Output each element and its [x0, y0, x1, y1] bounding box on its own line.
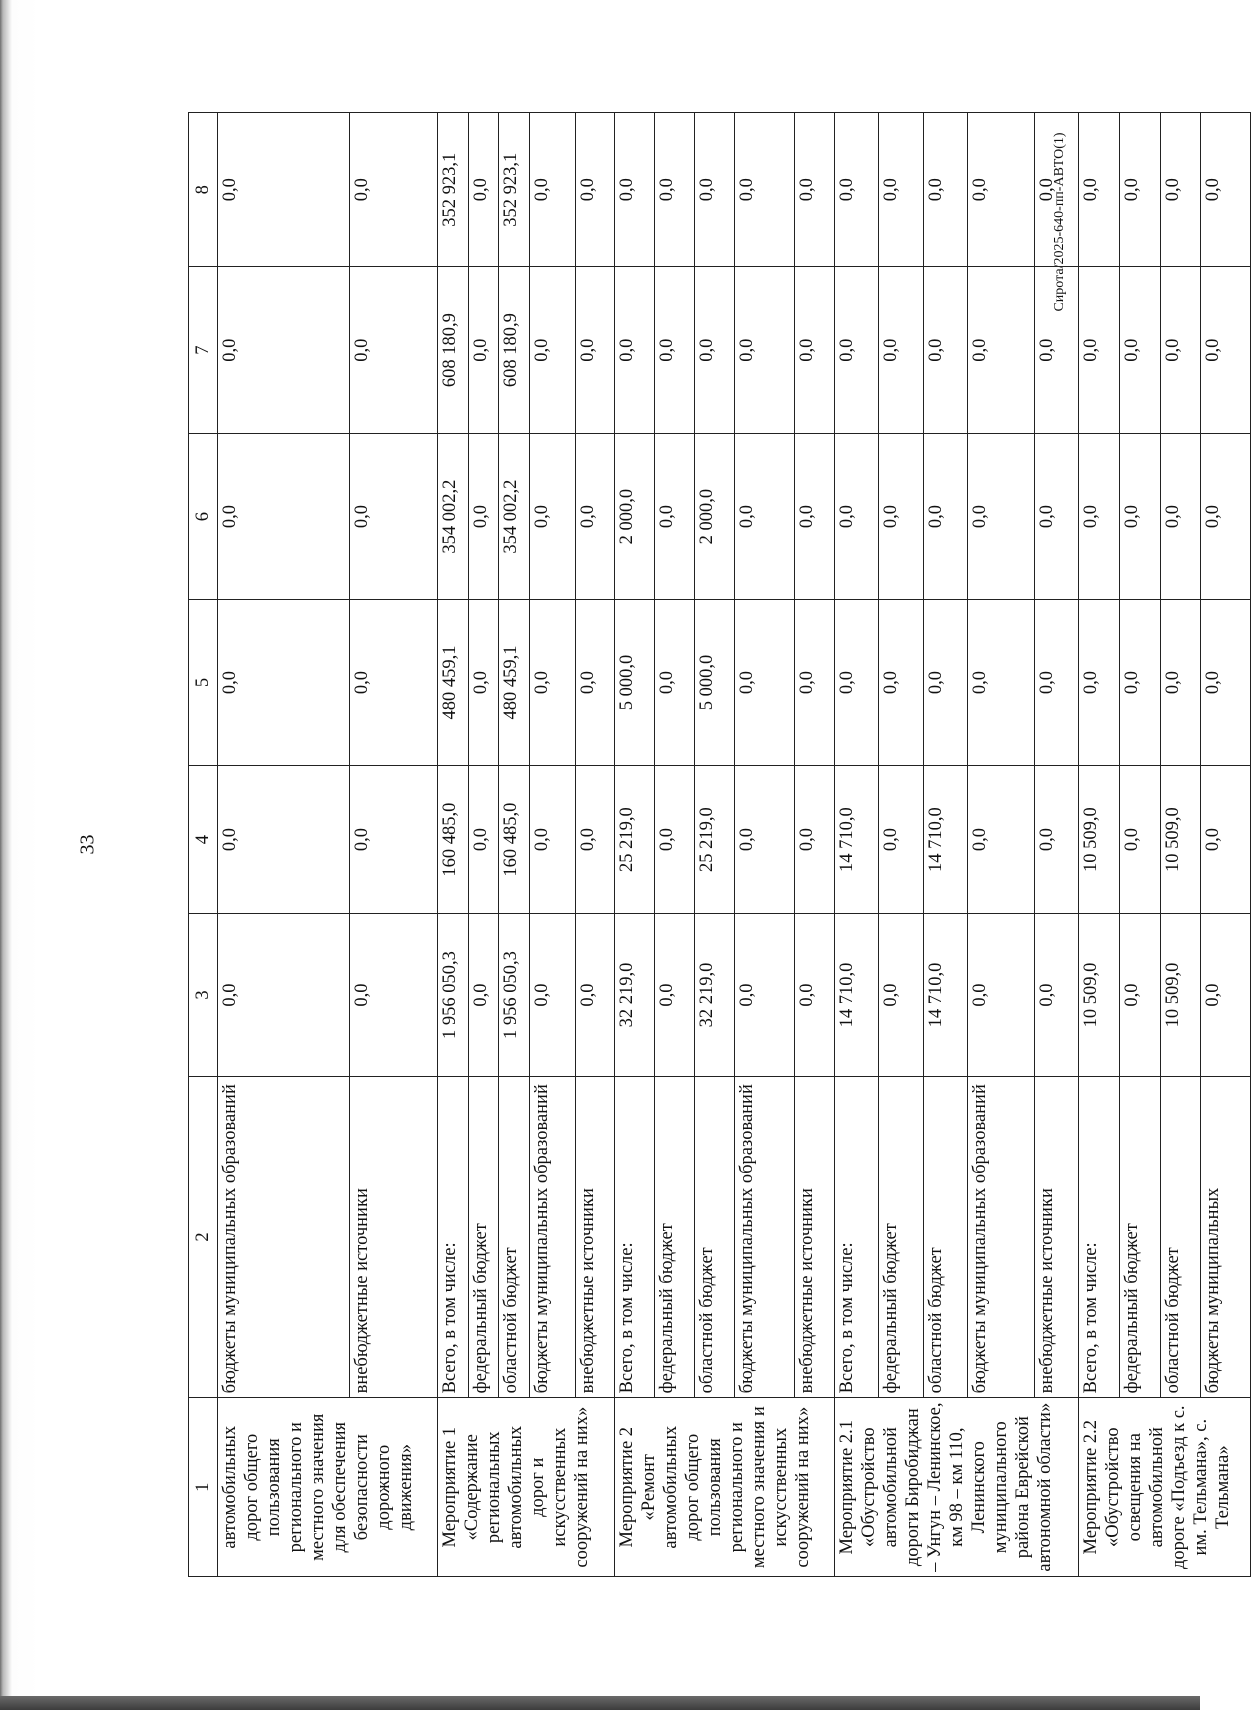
table-row — [1160, 113, 1201, 1577]
amount-cell: 0,0 — [835, 600, 879, 765]
amount-cell: 0,0 — [468, 765, 499, 914]
amount-cell: 160 485,0 — [437, 765, 468, 914]
amount-cell: 0,0 — [529, 267, 575, 433]
measure-title-cell: автомобильных дорог общего пользования регионального и местного значения для обеспечения безопасности дорожного движения» — [218, 1398, 438, 1577]
table-row — [1034, 113, 1078, 1577]
rotated-table-container — [188, 112, 1251, 1577]
amount-cell: 0,0 — [835, 433, 879, 599]
amount-cell: 354 002,2 — [499, 433, 530, 599]
amount-cell: 0,0 — [349, 113, 437, 267]
amount-cell: 0,0 — [968, 433, 1035, 599]
column-header: 1 — [189, 1398, 218, 1577]
amount-cell: 0,0 — [218, 433, 350, 599]
funding-source-cell: Всего, в том числе: — [1079, 1076, 1120, 1398]
table-row — [437, 113, 468, 1577]
amount-cell: 0,0 — [1034, 765, 1078, 914]
amount-cell: 0,0 — [879, 765, 923, 914]
amount-cell: 0,0 — [795, 433, 835, 599]
amount-cell: 0,0 — [349, 765, 437, 914]
amount-cell: 0,0 — [655, 113, 695, 267]
amount-cell: 0,0 — [1034, 600, 1078, 765]
amount-cell: 0,0 — [655, 433, 695, 599]
amount-cell: 0,0 — [735, 433, 795, 599]
table-row — [923, 113, 967, 1577]
amount-cell: 25 219,0 — [695, 765, 735, 914]
amount-cell: 0,0 — [529, 433, 575, 599]
amount-cell: 0,0 — [1201, 600, 1251, 765]
amount-cell: 0,0 — [655, 914, 695, 1076]
table-row — [1201, 113, 1251, 1577]
amount-cell: 0,0 — [529, 914, 575, 1076]
amount-cell: 14 710,0 — [835, 914, 879, 1076]
amount-cell: 1 956 050,3 — [437, 914, 468, 1076]
amount-cell: 0,0 — [349, 914, 437, 1076]
amount-cell: 0,0 — [529, 765, 575, 914]
amount-cell: 480 459,1 — [499, 600, 530, 765]
amount-cell: 10 509,0 — [1079, 765, 1120, 914]
amount-cell: 0,0 — [468, 914, 499, 1076]
amount-cell: 0,0 — [218, 600, 350, 765]
funding-source-cell: Всего, в том числе: — [835, 1076, 879, 1398]
amount-cell: 0,0 — [879, 113, 923, 267]
amount-cell: 608 180,9 — [437, 267, 468, 433]
amount-cell: 0,0 — [923, 113, 967, 267]
amount-cell: 0,0 — [923, 267, 967, 433]
amount-cell: 0,0 — [695, 267, 735, 433]
amount-cell: 0,0 — [349, 267, 437, 433]
amount-cell: 0,0 — [575, 267, 614, 433]
amount-cell: 0,0 — [615, 113, 655, 267]
amount-cell: 0,0 — [1119, 113, 1160, 267]
amount-cell: 0,0 — [349, 600, 437, 765]
column-header: 3 — [189, 914, 218, 1076]
funding-source-cell: федеральный бюджет — [468, 1076, 499, 1398]
amount-cell: 0,0 — [735, 267, 795, 433]
table-row — [879, 113, 923, 1577]
amount-cell: 5 000,0 — [695, 600, 735, 765]
amount-cell: 0,0 — [1079, 113, 1120, 267]
amount-cell: 0,0 — [218, 765, 350, 914]
amount-cell: 0,0 — [795, 267, 835, 433]
table-row — [1079, 113, 1120, 1577]
amount-cell: 0,0 — [615, 267, 655, 433]
amount-cell: 0,0 — [575, 600, 614, 765]
amount-cell: 352 923,1 — [499, 113, 530, 267]
amount-cell: 32 219,0 — [615, 914, 655, 1076]
column-header: 2 — [189, 1076, 218, 1398]
funding-source-cell: внебюджетные источники — [1034, 1076, 1078, 1398]
amount-cell: 0,0 — [695, 113, 735, 267]
amount-cell: 0,0 — [1201, 267, 1251, 433]
amount-cell: 0,0 — [349, 433, 437, 599]
funding-source-cell: внебюджетные источники — [349, 1076, 437, 1398]
amount-cell: 0,0 — [1160, 433, 1201, 599]
amount-cell: 0,0 — [1201, 433, 1251, 599]
funding-source-cell: бюджеты муниципальных образований — [529, 1076, 575, 1398]
amount-cell: 0,0 — [735, 914, 795, 1076]
amount-cell: 0,0 — [1160, 267, 1201, 433]
amount-cell: 0,0 — [1119, 914, 1160, 1076]
funding-source-cell: Всего, в том числе: — [437, 1076, 468, 1398]
amount-cell: 0,0 — [1034, 267, 1078, 433]
amount-cell: 0,0 — [879, 267, 923, 433]
amount-cell: 10 509,0 — [1079, 914, 1120, 1076]
amount-cell: 0,0 — [1201, 765, 1251, 914]
amount-cell: 608 180,9 — [499, 267, 530, 433]
amount-cell: 0,0 — [1034, 113, 1078, 267]
table-row — [735, 113, 795, 1577]
page-number: 33 — [76, 834, 99, 855]
amount-cell: 0,0 — [735, 600, 795, 765]
amount-cell: 0,0 — [735, 113, 795, 267]
amount-cell: 0,0 — [1160, 113, 1201, 267]
amount-cell: 0,0 — [835, 113, 879, 267]
table-row — [349, 113, 437, 1577]
column-header: 7 — [189, 267, 218, 433]
funding-source-cell: областной бюджет — [923, 1076, 967, 1398]
measure-title-cell: Мероприятие 2.2 «Обустройство освещения на автомобильной дороге «Подъезд к с. им. Тельмана», с. Тельмана» — [1079, 1398, 1251, 1577]
funding-source-cell: бюджеты муниципальных образований — [218, 1076, 350, 1398]
table-row — [499, 113, 530, 1577]
amount-cell: 0,0 — [1119, 600, 1160, 765]
amount-cell: 0,0 — [1079, 433, 1120, 599]
funding-source-cell: федеральный бюджет — [655, 1076, 695, 1398]
amount-cell: 2 000,0 — [615, 433, 655, 599]
funding-source-cell: бюджеты муниципальных — [1201, 1076, 1251, 1398]
column-header: 6 — [189, 433, 218, 599]
table-row — [468, 113, 499, 1577]
amount-cell: 0,0 — [218, 267, 350, 433]
amount-cell: 0,0 — [655, 600, 695, 765]
funding-source-cell: областной бюджет — [1160, 1076, 1201, 1398]
funding-source-cell: внебюджетные источники — [795, 1076, 835, 1398]
amount-cell: 0,0 — [529, 113, 575, 267]
amount-cell: 0,0 — [1119, 267, 1160, 433]
measure-title-cell: Мероприятие 2 «Ремонт автомобильных дорог общего пользования регионального и местного значения и искусственных сооружений на них» — [615, 1398, 835, 1577]
amount-cell: 0,0 — [735, 765, 795, 914]
amount-cell: 0,0 — [1119, 765, 1160, 914]
amount-cell: 354 002,2 — [437, 433, 468, 599]
amount-cell: 0,0 — [218, 113, 350, 267]
amount-cell: 0,0 — [1079, 267, 1120, 433]
amount-cell: 1 956 050,3 — [499, 914, 530, 1076]
table-body — [218, 113, 1251, 1577]
table-row — [218, 113, 350, 1577]
amount-cell: 160 485,0 — [499, 765, 530, 914]
column-header: 5 — [189, 600, 218, 765]
amount-cell: 0,0 — [968, 600, 1035, 765]
amount-cell: 0,0 — [835, 267, 879, 433]
amount-cell: 0,0 — [1079, 600, 1120, 765]
budget-table — [188, 112, 1251, 1577]
amount-cell: 0,0 — [795, 113, 835, 267]
amount-cell: 0,0 — [879, 600, 923, 765]
table-row — [835, 113, 879, 1577]
amount-cell: 0,0 — [655, 765, 695, 914]
amount-cell: 10 509,0 — [1160, 914, 1201, 1076]
amount-cell: 2 000,0 — [695, 433, 735, 599]
table-row — [575, 113, 614, 1577]
amount-cell: 0,0 — [1119, 433, 1160, 599]
amount-cell: 14 710,0 — [923, 914, 967, 1076]
funding-source-cell: Всего, в том числе: — [615, 1076, 655, 1398]
amount-cell: 0,0 — [575, 113, 614, 267]
funding-source-cell: областной бюджет — [695, 1076, 735, 1398]
funding-source-cell: бюджеты муниципальных образований — [735, 1076, 795, 1398]
measure-title-cell: Мероприятие 1 «Содержание региональных автомобильных дорог и искусственных сооружений на них» — [437, 1398, 614, 1577]
amount-cell: 0,0 — [968, 267, 1035, 433]
amount-cell: 0,0 — [575, 433, 614, 599]
amount-cell: 0,0 — [1201, 113, 1251, 267]
amount-cell: 0,0 — [468, 267, 499, 433]
amount-cell: 0,0 — [468, 600, 499, 765]
amount-cell: 32 219,0 — [695, 914, 735, 1076]
amount-cell: 0,0 — [655, 267, 695, 433]
table-row — [968, 113, 1035, 1577]
table-row — [695, 113, 735, 1577]
amount-cell: 0,0 — [575, 914, 614, 1076]
funding-source-cell: областной бюджет — [499, 1076, 530, 1398]
amount-cell: 0,0 — [529, 600, 575, 765]
table-row — [615, 113, 655, 1577]
amount-cell: 14 710,0 — [835, 765, 879, 914]
amount-cell: 0,0 — [1201, 914, 1251, 1076]
amount-cell: 0,0 — [795, 600, 835, 765]
table-row — [795, 113, 835, 1577]
amount-cell: 25 219,0 — [615, 765, 655, 914]
funding-source-cell: бюджеты муниципальных образований — [968, 1076, 1035, 1398]
scan-bottom-edge — [0, 1696, 1200, 1710]
amount-cell: 0,0 — [968, 113, 1035, 267]
funding-source-cell: внебюджетные источники — [575, 1076, 614, 1398]
table-row — [529, 113, 575, 1577]
funding-source-cell: федеральный бюджет — [879, 1076, 923, 1398]
amount-cell: 10 509,0 — [1160, 765, 1201, 914]
amount-cell: 0,0 — [1160, 600, 1201, 765]
amount-cell: 480 459,1 — [437, 600, 468, 765]
amount-cell: 0,0 — [795, 765, 835, 914]
amount-cell: 0,0 — [575, 765, 614, 914]
amount-cell: 0,0 — [968, 765, 1035, 914]
amount-cell: 0,0 — [218, 914, 350, 1076]
amount-cell: 5 000,0 — [615, 600, 655, 765]
amount-cell: 14 710,0 — [923, 765, 967, 914]
table-header-row — [189, 113, 218, 1577]
column-header: 8 — [189, 113, 218, 267]
table-row — [655, 113, 695, 1577]
measure-title-cell: Мероприятие 2.1 «Обустройство автомобильной дороги Биробиджан – Унгун – Ленинское, км 98 – км 110, Ленинского муниципального района Еврейской автономной области» — [835, 1398, 1079, 1577]
amount-cell: 0,0 — [923, 600, 967, 765]
amount-cell: 0,0 — [879, 914, 923, 1076]
amount-cell: 0,0 — [468, 433, 499, 599]
column-header: 4 — [189, 765, 218, 914]
funding-source-cell: федеральный бюджет — [1119, 1076, 1160, 1398]
amount-cell: 0,0 — [1034, 914, 1078, 1076]
table-row — [1119, 113, 1160, 1577]
amount-cell: 0,0 — [795, 914, 835, 1076]
amount-cell: 352 923,1 — [437, 113, 468, 267]
amount-cell: 0,0 — [968, 914, 1035, 1076]
amount-cell: 0,0 — [1034, 433, 1078, 599]
amount-cell: 0,0 — [923, 433, 967, 599]
document-code: Сирота/2025-640-пп-АВТО(1) — [1052, 132, 1067, 312]
amount-cell: 0,0 — [879, 433, 923, 599]
amount-cell: 0,0 — [468, 113, 499, 267]
